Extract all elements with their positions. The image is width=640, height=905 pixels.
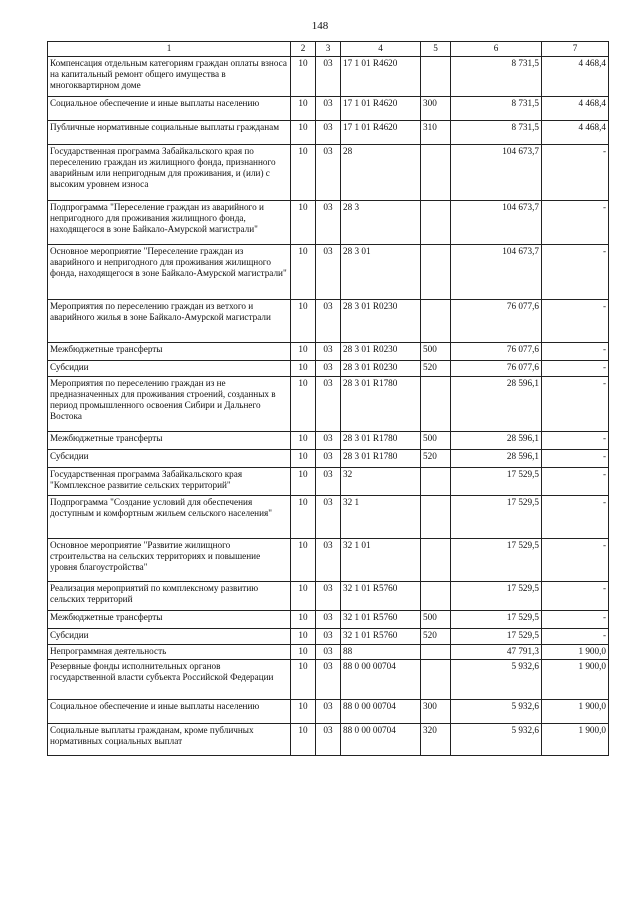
expense-name: Государственная программа Забайкальского края "Комплексное развитие сельских территорий": [48, 468, 291, 496]
section-code: 10: [291, 121, 316, 145]
amount-col-6: 17 529,5: [451, 496, 542, 539]
expense-name: Непрограммная деятельность: [48, 645, 291, 660]
header-col-7: 7: [542, 42, 609, 57]
expense-name: Реализация мероприятий по комплексному развитию сельских территорий: [48, 582, 291, 611]
amount-col-6: 28 596,1: [451, 377, 542, 432]
expense-name: Межбюджетные трансферты: [48, 611, 291, 629]
expense-name: Межбюджетные трансферты: [48, 432, 291, 450]
expense-name: Публичные нормативные социальные выплаты гражданам: [48, 121, 291, 145]
target-article-code: 88: [341, 645, 421, 660]
expense-name: Социальное обеспечение и иные выплаты населению: [48, 700, 291, 724]
subsection-code: 03: [316, 496, 341, 539]
expense-type-code: [421, 57, 451, 97]
subsection-code: 03: [316, 97, 341, 121]
section-code: 10: [291, 450, 316, 468]
expense-type-code: [421, 245, 451, 300]
section-code: 10: [291, 468, 316, 496]
header-col-4: 4: [341, 42, 421, 57]
amount-col-7: 4 468,4: [542, 57, 609, 97]
header-col-3: 3: [316, 42, 341, 57]
table-row: [48, 468, 609, 496]
subsection-code: 03: [316, 468, 341, 496]
amount-col-7: -: [542, 377, 609, 432]
subsection-code: 03: [316, 582, 341, 611]
table-row: [48, 645, 609, 660]
target-article-code: 28 3 01 R1780: [341, 377, 421, 432]
table-row: [48, 724, 609, 756]
target-article-code: 32 1 01: [341, 539, 421, 582]
table-row: [48, 300, 609, 343]
section-code: 10: [291, 496, 316, 539]
expense-name: Субсидии: [48, 361, 291, 377]
target-article-code: 28: [341, 145, 421, 201]
amount-col-7: 1 900,0: [542, 660, 609, 700]
section-code: 10: [291, 645, 316, 660]
subsection-code: 03: [316, 645, 341, 660]
expense-type-code: [421, 660, 451, 700]
section-code: 10: [291, 582, 316, 611]
expense-type-code: [421, 468, 451, 496]
expense-name: Социальное обеспечение и иные выплаты населению: [48, 97, 291, 121]
section-code: 10: [291, 97, 316, 121]
table-row: [48, 245, 609, 300]
amount-col-7: 1 900,0: [542, 724, 609, 756]
amount-col-6: 17 529,5: [451, 611, 542, 629]
table-row: [48, 582, 609, 611]
expense-name: Субсидии: [48, 450, 291, 468]
subsection-code: 03: [316, 724, 341, 756]
amount-col-6: 17 529,5: [451, 539, 542, 582]
header-col-6: 6: [451, 42, 542, 57]
expense-type-code: [421, 201, 451, 245]
amount-col-7: -: [542, 201, 609, 245]
section-code: 10: [291, 660, 316, 700]
amount-col-6: 8 731,5: [451, 57, 542, 97]
section-code: 10: [291, 629, 316, 645]
expense-type-code: [421, 300, 451, 343]
target-article-code: 88 0 00 00704: [341, 660, 421, 700]
amount-col-7: -: [542, 343, 609, 361]
subsection-code: 03: [316, 629, 341, 645]
header-row: [48, 42, 609, 57]
target-article-code: 28 3 01 R1780: [341, 450, 421, 468]
expense-name: Основное мероприятие "Развитие жилищного строительства на сельских территориях и повышение уровня благоустройства": [48, 539, 291, 582]
expense-type-code: [421, 645, 451, 660]
target-article-code: 32 1 01 R5760: [341, 611, 421, 629]
target-article-code: 28 3 01: [341, 245, 421, 300]
amount-col-6: 47 791,3: [451, 645, 542, 660]
amount-col-6: 5 932,6: [451, 700, 542, 724]
expense-type-code: 520: [421, 450, 451, 468]
subsection-code: 03: [316, 343, 341, 361]
expense-name: Государственная программа Забайкальского края по переселению граждан из жилищного фонда, признанного аварийным или непригодным для проживания, и (или) с высоким уровнем износа: [48, 145, 291, 201]
amount-col-7: -: [542, 361, 609, 377]
amount-col-6: 5 932,6: [451, 660, 542, 700]
expense-name: Компенсация отдельным категориям граждан оплаты взноса на капитальный ремонт общего имущества в многоквартирном доме: [48, 57, 291, 97]
amount-col-7: -: [542, 611, 609, 629]
amount-col-6: 17 529,5: [451, 468, 542, 496]
section-code: 10: [291, 611, 316, 629]
section-code: 10: [291, 300, 316, 343]
table-row: [48, 121, 609, 145]
amount-col-7: -: [542, 539, 609, 582]
target-article-code: 17 1 01 R4620: [341, 121, 421, 145]
amount-col-6: 8 731,5: [451, 97, 542, 121]
amount-col-6: 8 731,5: [451, 121, 542, 145]
subsection-code: 03: [316, 145, 341, 201]
expense-type-code: [421, 539, 451, 582]
table-row: [48, 611, 609, 629]
target-article-code: 88 0 00 00704: [341, 724, 421, 756]
expense-type-code: 310: [421, 121, 451, 145]
expense-type-code: [421, 496, 451, 539]
subsection-code: 03: [316, 57, 341, 97]
amount-col-6: 104 673,7: [451, 145, 542, 201]
table-row: [48, 700, 609, 724]
amount-col-7: 4 468,4: [542, 121, 609, 145]
expense-type-code: 300: [421, 700, 451, 724]
budget-table: [47, 41, 609, 756]
target-article-code: 32 1: [341, 496, 421, 539]
expense-name: Мероприятия по переселению граждан из ветхого и аварийного жилья в зоне Байкало-Амурской магистрали: [48, 300, 291, 343]
section-code: 10: [291, 539, 316, 582]
subsection-code: 03: [316, 450, 341, 468]
amount-col-6: 5 932,6: [451, 724, 542, 756]
expense-type-code: 500: [421, 432, 451, 450]
subsection-code: 03: [316, 201, 341, 245]
table-row: [48, 201, 609, 245]
amount-col-6: 28 596,1: [451, 432, 542, 450]
expense-name: Подпрограмма "Создание условий для обеспечения доступным и комфортным жильем сельского населения": [48, 496, 291, 539]
section-code: 10: [291, 377, 316, 432]
amount-col-7: -: [542, 300, 609, 343]
table-row: [48, 432, 609, 450]
expense-name: Резервные фонды исполнительных органов государственной власти субъекта Российской Федерации: [48, 660, 291, 700]
table-row: [48, 377, 609, 432]
expense-type-code: [421, 582, 451, 611]
amount-col-7: 1 900,0: [542, 645, 609, 660]
target-article-code: 17 1 01 R4620: [341, 97, 421, 121]
amount-col-6: 104 673,7: [451, 201, 542, 245]
table-row: [48, 496, 609, 539]
target-article-code: 32: [341, 468, 421, 496]
amount-col-7: 1 900,0: [542, 700, 609, 724]
target-article-code: 28 3 01 R0230: [341, 343, 421, 361]
table-row: [48, 145, 609, 201]
amount-col-7: -: [542, 245, 609, 300]
table-row: [48, 660, 609, 700]
subsection-code: 03: [316, 660, 341, 700]
subsection-code: 03: [316, 611, 341, 629]
subsection-code: 03: [316, 432, 341, 450]
table-body: [48, 57, 609, 756]
table-row: [48, 450, 609, 468]
header-col-5: 5: [421, 42, 451, 57]
target-article-code: 28 3 01 R1780: [341, 432, 421, 450]
subsection-code: 03: [316, 361, 341, 377]
amount-col-6: 17 529,5: [451, 629, 542, 645]
expense-type-code: 300: [421, 97, 451, 121]
section-code: 10: [291, 724, 316, 756]
expense-type-code: 520: [421, 629, 451, 645]
amount-col-7: -: [542, 629, 609, 645]
amount-col-6: 104 673,7: [451, 245, 542, 300]
amount-col-6: 76 077,6: [451, 361, 542, 377]
subsection-code: 03: [316, 539, 341, 582]
amount-col-6: 76 077,6: [451, 300, 542, 343]
amount-col-6: 76 077,6: [451, 343, 542, 361]
amount-col-7: -: [542, 432, 609, 450]
section-code: 10: [291, 361, 316, 377]
section-code: 10: [291, 700, 316, 724]
expense-name: Основное мероприятие "Переселение граждан из аварийного и непригодного для проживания жилищного фонда, находящегося в зоне Байкало-Амурской магистрали": [48, 245, 291, 300]
target-article-code: 28 3 01 R0230: [341, 300, 421, 343]
expense-name: Межбюджетные трансферты: [48, 343, 291, 361]
section-code: 10: [291, 57, 316, 97]
amount-col-6: 17 529,5: [451, 582, 542, 611]
expense-name: Мероприятия по переселению граждан из не предназначенных для проживания строений, созданных в период промышленного освоения Сибири и Дальнего Востока: [48, 377, 291, 432]
amount-col-7: -: [542, 450, 609, 468]
expense-name: Субсидии: [48, 629, 291, 645]
target-article-code: 32 1 01 R5760: [341, 582, 421, 611]
amount-col-7: -: [542, 582, 609, 611]
table-row: [48, 361, 609, 377]
target-article-code: 28 3 01 R0230: [341, 361, 421, 377]
table-row: [48, 97, 609, 121]
subsection-code: 03: [316, 245, 341, 300]
page-number: 148: [311, 20, 329, 32]
section-code: 10: [291, 432, 316, 450]
target-article-code: 17 1 01 R4620: [341, 57, 421, 97]
expense-name: Подпрограмма "Переселение граждан из аварийного и непригодного для проживания жилищного фонда, находящегося в зоне Байкало-Амурской магистрали": [48, 201, 291, 245]
expense-type-code: [421, 145, 451, 201]
expense-type-code: 500: [421, 343, 451, 361]
section-code: 10: [291, 343, 316, 361]
expense-type-code: 320: [421, 724, 451, 756]
expense-type-code: 520: [421, 361, 451, 377]
section-code: 10: [291, 245, 316, 300]
amount-col-7: -: [542, 468, 609, 496]
amount-col-7: -: [542, 145, 609, 201]
table-row: [48, 57, 609, 97]
expense-type-code: [421, 377, 451, 432]
subsection-code: 03: [316, 377, 341, 432]
target-article-code: 32 1 01 R5760: [341, 629, 421, 645]
header-col-1: 1: [48, 42, 291, 57]
target-article-code: 28 3: [341, 201, 421, 245]
table-row: [48, 629, 609, 645]
table-row: [48, 539, 609, 582]
subsection-code: 03: [316, 700, 341, 724]
table-row: [48, 343, 609, 361]
amount-col-7: 4 468,4: [542, 97, 609, 121]
amount-col-6: 28 596,1: [451, 450, 542, 468]
target-article-code: 88 0 00 00704: [341, 700, 421, 724]
header-col-2: 2: [291, 42, 316, 57]
section-code: 10: [291, 145, 316, 201]
amount-col-7: -: [542, 496, 609, 539]
section-code: 10: [291, 201, 316, 245]
subsection-code: 03: [316, 121, 341, 145]
expense-type-code: 500: [421, 611, 451, 629]
subsection-code: 03: [316, 300, 341, 343]
expense-name: Социальные выплаты гражданам, кроме публичных нормативных социальных выплат: [48, 724, 291, 756]
